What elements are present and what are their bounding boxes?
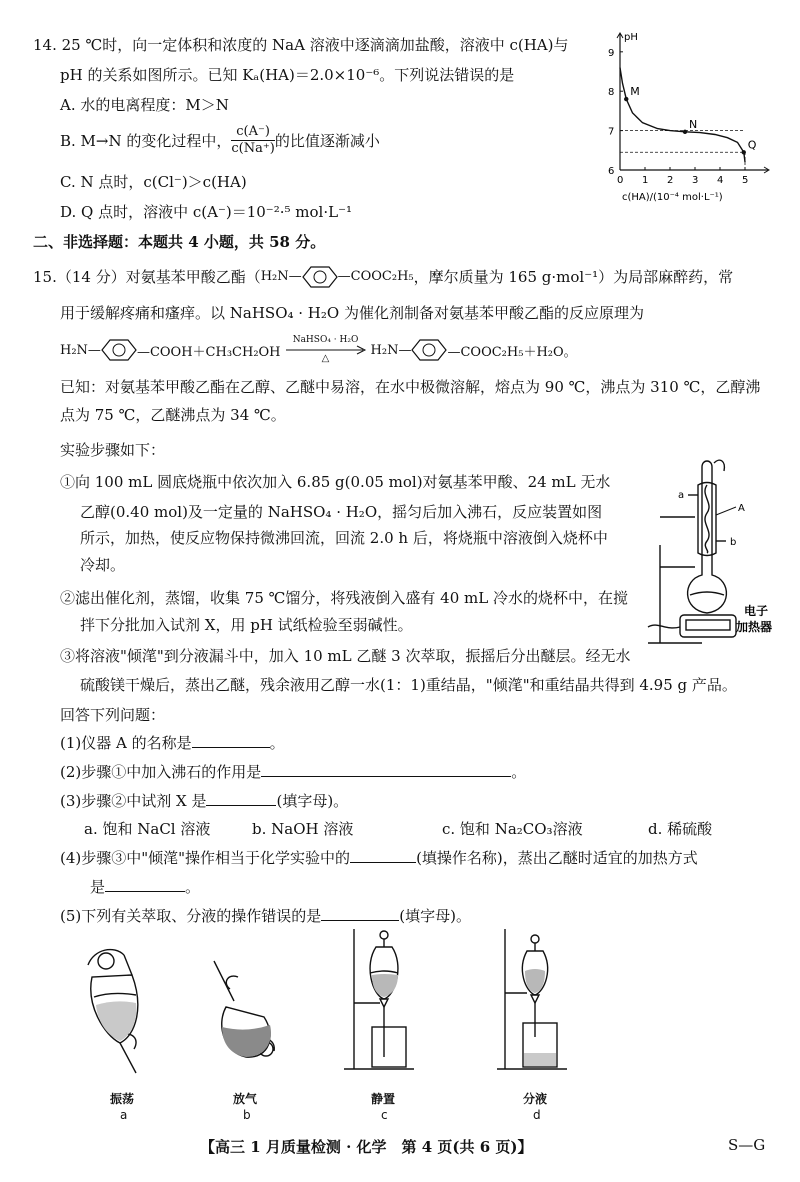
q15-4-line2-prefix: 是 [90, 878, 106, 896]
eq-condition-bottom: △ [321, 353, 330, 364]
q14-option-b-suffix: 的比值逐渐减小 [274, 131, 380, 150]
known-line1: 已知：对氨基苯甲酸乙酯在乙醇、乙醚中易溶，在水中极微溶解，熔点为 90 ℃，沸点为 310 ℃，乙醇沸 [60, 378, 761, 396]
y-tick-label: 8 [608, 87, 615, 99]
q14-option-c: C. N 点时，c(Cl⁻)＞c(HA) [60, 173, 247, 191]
q15-intro-b: ，摩尔质量为 165 g·mol⁻¹）为局部麻醉药，常 [413, 268, 734, 286]
eq-left-part2: —COOH＋CH₃CH₂OH [136, 344, 281, 360]
q15-3-choice-a: a. 饱和 NaCl 溶液 [84, 820, 211, 838]
answer-title: 回答下列问题： [60, 706, 166, 724]
q15-structure-left: H₂N— [260, 269, 302, 284]
q15-1 [60, 731, 285, 755]
q15-1-prefix: (1)仪器 A 的名称是 [60, 734, 192, 752]
apparatus-label-b: b [730, 537, 737, 548]
q15-5-suffix: (填字母)。 [399, 907, 471, 925]
answer-blank[interactable] [105, 875, 185, 892]
section-two-header: 二、非选择题：本题共 4 小题，共 58 分。 [33, 233, 326, 251]
data-point [683, 130, 687, 134]
figure-b-letter: b [243, 1108, 251, 1122]
step2-line1: ②滤出催化剂，蒸馏，收集 75 ℃馏分，将残液倒入盛有 40 mL 冷水的烧杯中，在搅 [60, 589, 628, 607]
q15-structure-right: —COOC₂H₅ [337, 269, 414, 284]
figure-venting [200, 955, 290, 1075]
q15-5-prefix: (5)下列有关萃取、分液的操作错误的是 [60, 907, 322, 925]
q14-option-a: A. 水的电离程度：M＞N [60, 96, 229, 114]
heater-label-line2: 加热器 [736, 620, 773, 634]
data-point-label: Q [747, 138, 757, 152]
q15-intro-line1 [33, 265, 733, 289]
figure-a-letter: a [120, 1108, 128, 1122]
q15-4-line2-suffix: 。 [185, 878, 201, 896]
y-tick-label: 6 [608, 166, 615, 177]
q15-3-choice-c: c. 饱和 Na₂CO₃溶液 [442, 820, 583, 838]
x-axis-label: c(HA)/(10⁻⁴ mol·L⁻¹) [622, 192, 723, 203]
step1-line4: 冷却。 [80, 556, 126, 574]
q15-4-middle: (填操作名称)，蒸出乙醚时适宜的加热方式 [416, 849, 698, 867]
figure-d-letter: d [533, 1108, 541, 1122]
step3-line1: ③将溶液"倾滗"到分液漏斗中，加入 10 mL 乙醚 3 次萃取，振摇后分出醚层。经无水 [60, 647, 631, 665]
step1-line2: 乙醇(0.40 mol)及一定量的 NaHSO₄ · H₂O，摇匀后加入沸石，反应装置如图 [80, 503, 603, 521]
data-point [624, 97, 628, 101]
ph-chart [590, 30, 780, 215]
x-tick-label: 4 [717, 175, 724, 186]
q14-option-b-fraction [231, 124, 274, 157]
apparatus-label-a: a [678, 490, 685, 501]
q14-option-b [60, 120, 380, 160]
q14-stem-line2: pH 的关系如图所示。已知 Kₐ(HA)＝2.0×10⁻⁶。下列说法错误的是 [60, 66, 515, 84]
q15-intro-a: 15.（14 分）对氨基苯甲酸乙酯（ [33, 268, 261, 286]
step1-line1: ①向 100 mL 圆底烧瓶中依次加入 6.85 g(0.05 mol)对氨基苯甲酸、24 mL 无水 [60, 473, 611, 491]
figure-d-caption: 分液 [523, 1092, 548, 1106]
q14-option-d: D. Q 点时，溶液中 c(A⁻)＝10⁻²·⁵ mol·L⁻¹ [60, 203, 352, 221]
eq-condition-top: NaHSO₄ · H₂O [292, 335, 359, 345]
eq-right-part2: —COOC₂H₅＋H₂O。 [447, 344, 577, 360]
x-tick-label: 2 [667, 175, 674, 186]
figure-c-caption: 静置 [371, 1092, 396, 1106]
q15-2-suffix: 。 [511, 763, 527, 781]
figure-separating [495, 925, 585, 1075]
q15-3-choice-d: d. 稀硫酸 [648, 820, 713, 838]
step3-line2: 硫酸镁干燥后，蒸出乙醚，残余液用乙醇一水(1：1)重结晶，"倾滗"和重结晶共得到 4.95 g 产品。 [80, 676, 737, 694]
q15-3-prefix: (3)步骤②中试剂 X 是 [60, 792, 207, 810]
y-tick-label: 9 [608, 47, 615, 59]
benzene-ring-icon [302, 265, 338, 289]
q15-4-prefix: (4)步骤③中"倾滗"操作相当于化学实验中的 [60, 849, 351, 867]
x-tick-label: 0 [617, 175, 624, 186]
heater-label-line1: 电子 [744, 604, 769, 618]
eq-arrow [285, 335, 367, 365]
fraction-numerator: c(A⁻) [231, 124, 274, 141]
step2-line2: 拌下分批加入试剂 X，用 pH 试纸检验至弱碱性。 [80, 616, 413, 634]
answer-blank[interactable] [206, 789, 276, 806]
x-tick-label: 5 [742, 175, 749, 186]
figure-standing [340, 925, 430, 1075]
q15-4 [60, 846, 698, 870]
answer-blank[interactable] [261, 760, 511, 777]
q15-3 [60, 789, 348, 813]
figure-b-caption: 放气 [233, 1092, 258, 1106]
eq-left-part1: H₂N— [60, 342, 101, 358]
eq-right-part1: H₂N— [370, 342, 412, 358]
data-point [742, 150, 746, 154]
y-tick-label: 7 [608, 126, 615, 138]
answer-blank[interactable] [350, 846, 416, 863]
q15-3-suffix: (填字母)。 [276, 792, 349, 810]
q15-3-choice-b: b. NaOH 溶液 [252, 820, 354, 838]
y-axis-label: pH [624, 32, 638, 43]
reaction-equation [60, 333, 577, 367]
benzene-ring-icon [101, 338, 137, 362]
q15-intro-line2: 用于缓解疼痛和瘙痒。以 NaHSO₄ · H₂O 为催化剂制备对氨基苯甲酸乙酯的反应原理为 [60, 304, 644, 322]
footer-code: S—G [728, 1136, 766, 1154]
x-tick-label: 1 [642, 175, 649, 186]
q15-2-prefix: (2)步骤①中加入沸石的作用是 [60, 763, 262, 781]
figure-c-letter: c [381, 1108, 388, 1122]
steps-title: 实验步骤如下： [60, 441, 166, 459]
fraction-denominator: c(Na⁺) [231, 140, 275, 156]
figure-a-caption: 振荡 [110, 1092, 135, 1106]
footer-text: 【高三 1 月质量检测 · 化学 第 4 页(共 6 页)】 [200, 1138, 533, 1156]
data-point-label: N [689, 117, 698, 131]
answer-blank[interactable] [321, 904, 399, 921]
reflux-apparatus [640, 455, 790, 655]
series-line [620, 68, 745, 163]
known-line2: 点为 75 ℃，乙醚沸点为 34 ℃。 [60, 406, 286, 424]
q14-stem-line1: 14. 25 ℃时，向一定体积和浓度的 NaA 溶液中逐滴滴加盐酸，溶液中 c(HA)与 [33, 36, 569, 54]
data-point-label: M [630, 85, 640, 99]
q14-option-b-prefix: B. M→N 的变化过程中， [60, 131, 232, 150]
figure-shaking [80, 935, 170, 1075]
benzene-ring-icon [411, 338, 447, 362]
x-tick-label: 3 [692, 175, 699, 186]
q15-4-line2 [90, 875, 200, 899]
q15-2 [60, 760, 526, 784]
apparatus-label-A: A [738, 503, 745, 514]
q15-1-suffix: 。 [269, 734, 285, 752]
answer-blank[interactable] [192, 731, 270, 748]
step1-line3: 所示，加热，使反应物保持微沸回流，回流 2.0 h 后，将烧瓶中溶液倒入烧杯中 [80, 529, 608, 547]
